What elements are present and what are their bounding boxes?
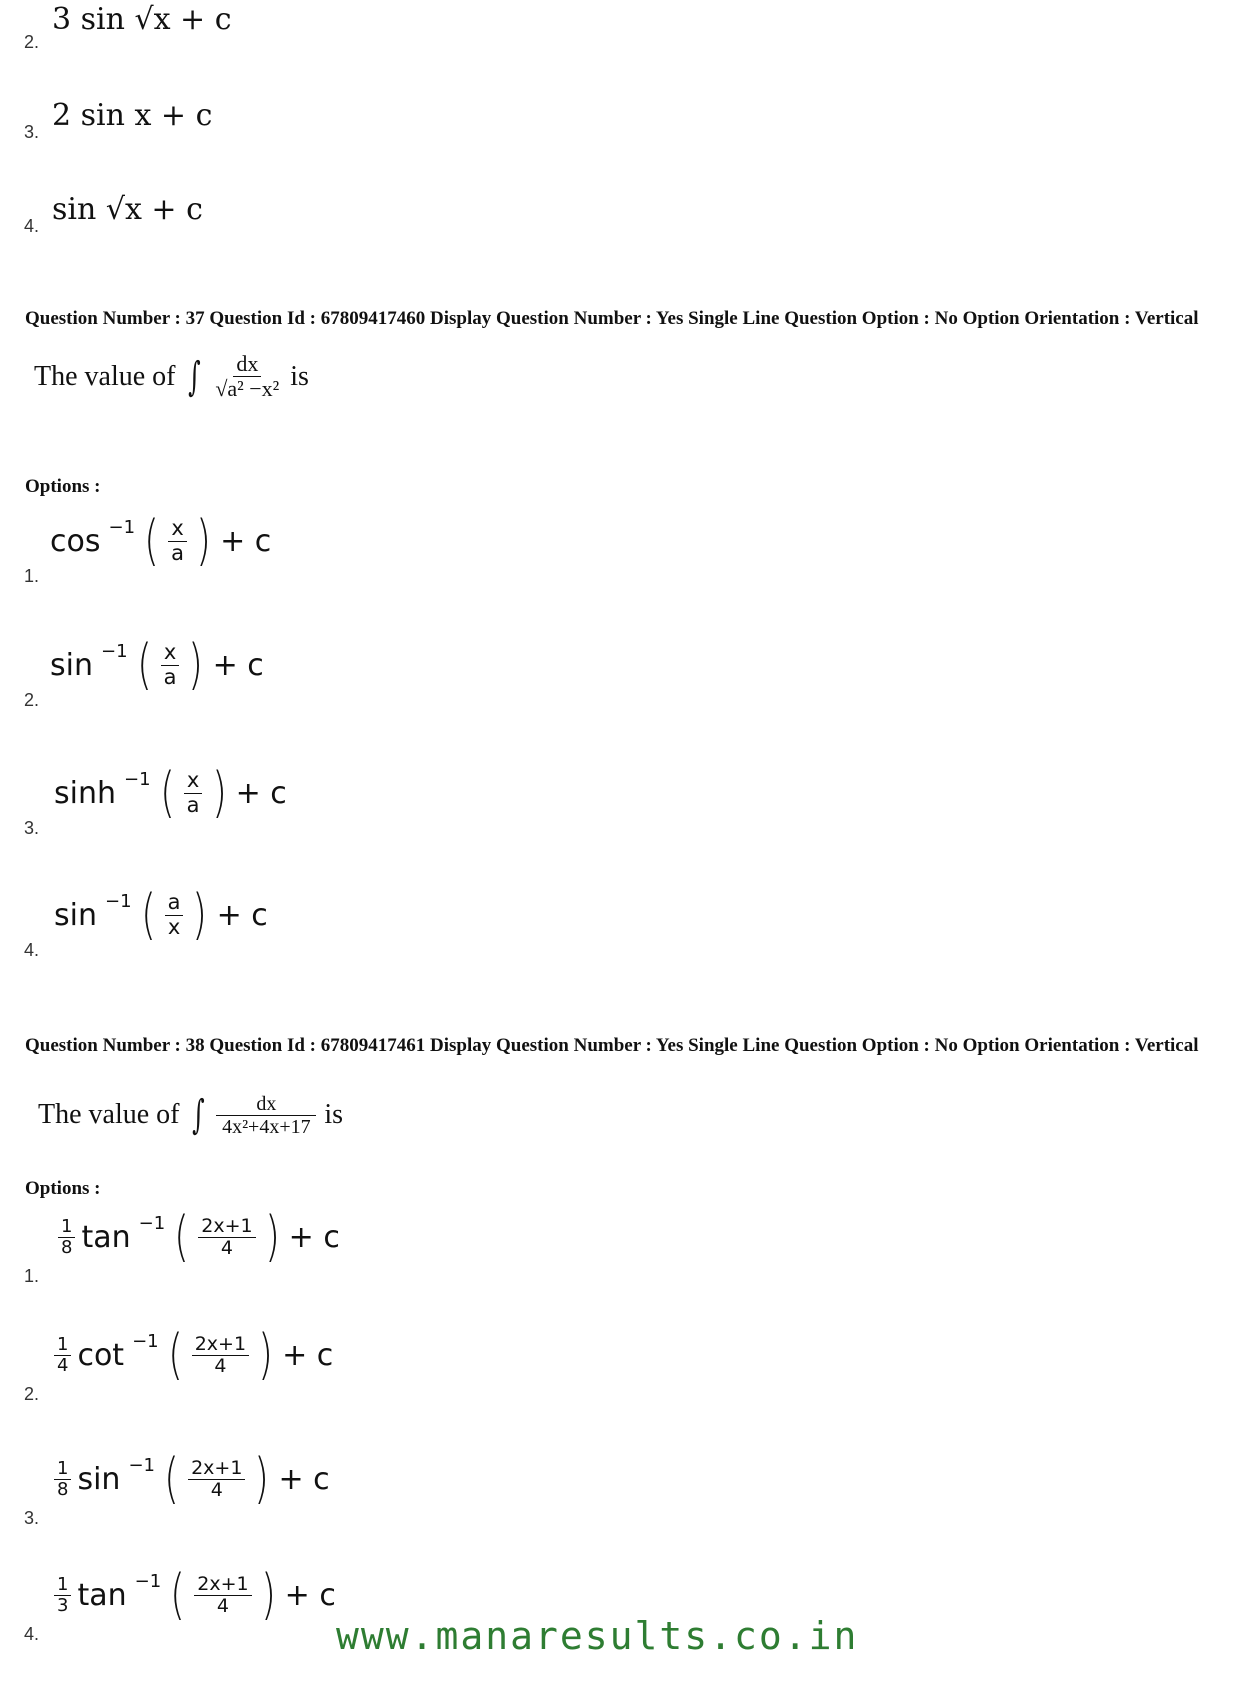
coefficient <box>58 1217 75 1258</box>
left-paren: ( <box>170 1563 186 1626</box>
fraction <box>188 1458 245 1501</box>
stem-prefix: The value of <box>34 360 176 392</box>
denominator: a <box>171 540 184 565</box>
fraction <box>192 1334 249 1377</box>
function-name: cos <box>50 523 101 559</box>
coefficient <box>54 1459 71 1500</box>
question-stem <box>38 1092 343 1138</box>
right-paren: ) <box>192 883 208 946</box>
right-paren: ) <box>264 1205 280 1268</box>
stem-fraction <box>216 1093 316 1138</box>
option-number: 1. <box>24 1266 40 1286</box>
function-name: sinh <box>54 775 116 811</box>
denominator: 4 <box>220 1236 233 1259</box>
tail: + c <box>220 523 272 559</box>
options-label: Options : <box>25 1178 101 1199</box>
numerator: 2x+1 <box>192 1334 249 1356</box>
left-paren: ( <box>144 509 159 572</box>
numerator: x <box>184 769 202 793</box>
numerator: x <box>168 517 186 541</box>
option-number: 2. <box>24 1384 40 1404</box>
exponent: −1 <box>104 890 132 912</box>
option-number: 3. <box>24 1508 40 1528</box>
option-number: 2. <box>24 32 40 52</box>
exponent: −1 <box>132 1330 159 1352</box>
question-meta: Question Number : 38 Question Id : 67809417461 Display Question Number : Yes Single Line Question Option : No Option Orientation : Vertical <box>25 1035 1199 1056</box>
left-paren: ( <box>140 883 156 946</box>
left-paren: ( <box>174 1205 190 1268</box>
exponent: −1 <box>100 640 128 662</box>
stem-fraction <box>212 352 282 401</box>
left-paren: ( <box>159 761 175 824</box>
denominator: x <box>167 914 181 939</box>
numerator: 2x+1 <box>198 1216 255 1238</box>
coefficient-numerator: 1 <box>54 1459 71 1480</box>
denominator: 4 <box>210 1478 223 1501</box>
stem-numerator: dx <box>216 1093 316 1116</box>
exponent: −1 <box>124 768 151 790</box>
option-expression: sin √x + c <box>52 192 203 227</box>
numerator: x <box>161 641 179 665</box>
coefficient <box>54 1335 71 1376</box>
integral-sign: ∫ <box>191 1092 205 1138</box>
coefficient-denominator: 4 <box>57 1354 69 1376</box>
tail: + c <box>212 647 264 683</box>
exponent: −1 <box>138 1212 166 1234</box>
coefficient-numerator: 1 <box>58 1217 75 1238</box>
option-expression <box>54 883 268 946</box>
numerator: 2x+1 <box>188 1458 245 1480</box>
fraction <box>194 1574 251 1617</box>
coefficient-denominator: 3 <box>57 1594 69 1616</box>
stem-denominator: √a² −x² <box>215 376 280 402</box>
option-expression <box>54 1447 330 1510</box>
option-expression <box>50 509 272 572</box>
coefficient-denominator: 8 <box>61 1236 73 1258</box>
option-expression <box>54 761 287 824</box>
option-number: 3. <box>24 122 40 142</box>
function-name: sin <box>54 897 97 933</box>
numerator: a <box>165 891 184 915</box>
integral-sign: ∫ <box>187 353 201 400</box>
denominator: 4 <box>216 1594 229 1617</box>
coefficient-numerator: 1 <box>54 1335 71 1356</box>
denominator: a <box>186 792 200 817</box>
right-paren: ) <box>258 1323 273 1386</box>
function-name: cot <box>77 1337 125 1373</box>
fraction <box>161 641 180 688</box>
exponent: −1 <box>128 1454 155 1476</box>
option-number: 3. <box>24 818 40 838</box>
right-paren: ) <box>211 761 227 824</box>
right-paren: ) <box>196 509 211 572</box>
option-number: 4. <box>24 940 40 960</box>
stem-denominator: 4x²+4x+17 <box>222 1115 311 1138</box>
exponent: −1 <box>134 1570 162 1592</box>
option-number: 4. <box>24 216 40 236</box>
function-name: sin <box>50 647 93 683</box>
tail: + c <box>216 897 268 933</box>
tail: + c <box>282 1337 334 1373</box>
option-expression <box>58 1205 340 1268</box>
question-stem <box>34 352 309 401</box>
coefficient-numerator: 1 <box>54 1575 71 1596</box>
fraction <box>184 769 203 816</box>
right-paren: ) <box>254 1447 270 1510</box>
numerator: 2x+1 <box>194 1574 251 1596</box>
fraction <box>198 1216 255 1259</box>
fraction <box>168 517 187 564</box>
option-expression <box>54 1323 334 1386</box>
right-paren: ) <box>188 633 204 696</box>
option-expression: 3 sin √x + c <box>52 2 232 37</box>
question-meta: Question Number : 37 Question Id : 67809417460 Display Question Number : Yes Single Line Question Option : No Option Orientation : Vertical <box>25 308 1199 329</box>
left-paren: ( <box>136 633 152 696</box>
stem-suffix: is <box>324 1099 344 1130</box>
coefficient-denominator: 8 <box>57 1478 69 1500</box>
option-number: 2. <box>24 690 40 710</box>
tail: + c <box>284 1577 336 1613</box>
tail: + c <box>288 1219 340 1255</box>
left-paren: ( <box>164 1447 179 1510</box>
stem-numerator: dx <box>233 352 261 377</box>
tail: + c <box>278 1461 330 1497</box>
option-number: 4. <box>24 1624 40 1644</box>
stem-prefix: The value of <box>38 1099 180 1130</box>
watermark-url: www.manaresults.co.in <box>336 1614 859 1658</box>
option-expression: 2 sin x + c <box>52 98 213 133</box>
function-name: sin <box>77 1461 121 1497</box>
tail: + c <box>235 775 287 811</box>
stem-suffix: is <box>290 360 309 392</box>
fraction <box>165 891 184 938</box>
function-name: tan <box>81 1219 131 1255</box>
function-name: tan <box>77 1577 127 1613</box>
right-paren: ) <box>260 1563 276 1626</box>
options-label: Options : <box>25 476 101 497</box>
option-expression <box>50 633 264 696</box>
coefficient <box>54 1575 71 1616</box>
denominator: a <box>163 664 177 689</box>
option-expression <box>54 1563 336 1626</box>
exponent: −1 <box>108 516 136 538</box>
option-number: 1. <box>24 566 40 586</box>
denominator: 4 <box>214 1354 227 1377</box>
left-paren: ( <box>167 1323 183 1386</box>
